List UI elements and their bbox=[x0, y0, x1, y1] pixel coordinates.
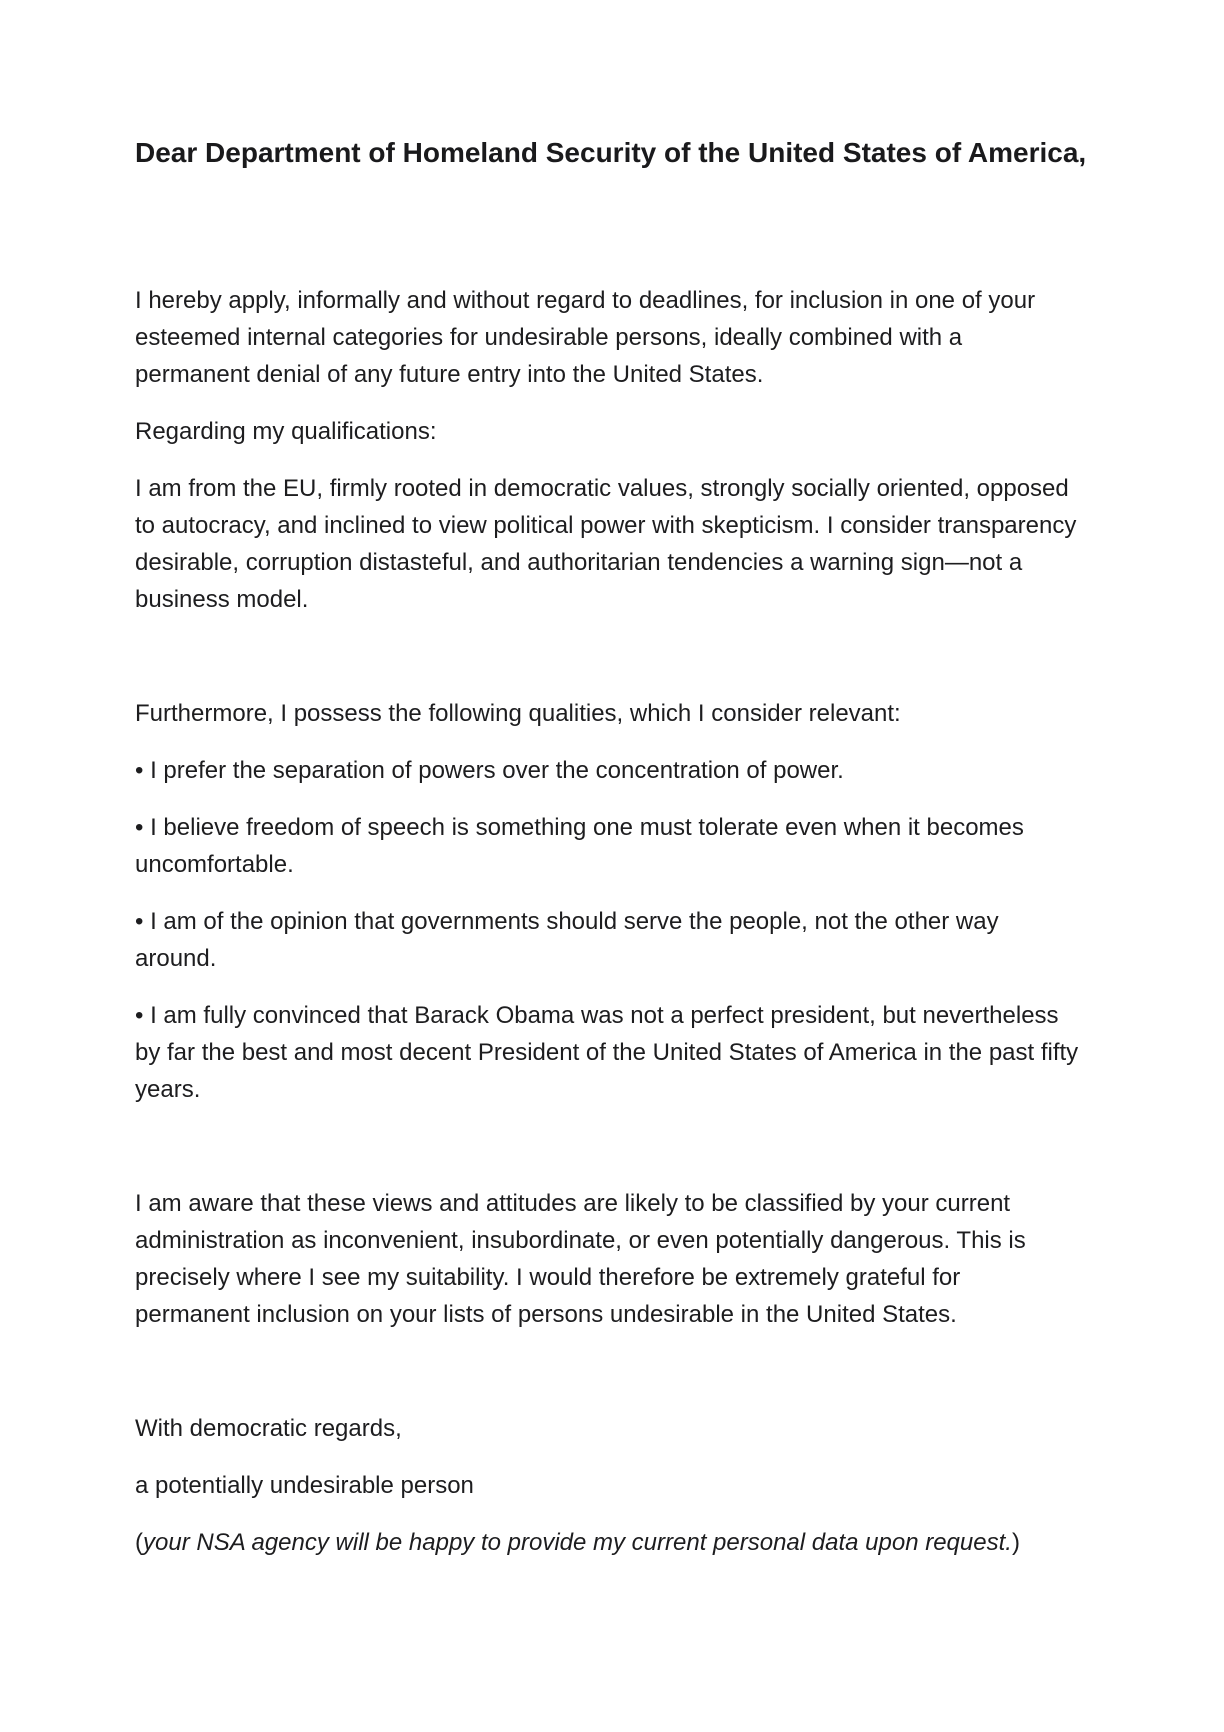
bullet-item bbox=[135, 809, 1080, 883]
bullet-marker: • bbox=[135, 757, 144, 784]
paragraph-text: Furthermore, I possess the following qualities, which I consider relevant: bbox=[135, 700, 901, 727]
paragraph-text: I am from the EU, firmly rooted in democratic values, strongly socially oriented, opposed to autocracy, and inclined to view political power with skepticism. I consider transparency desirable, corruption distasteful, and authoritarian tendencies a warning sign—not a business model. bbox=[135, 475, 1077, 613]
letter bbox=[135, 136, 1087, 1581]
bullet-item bbox=[135, 903, 1080, 977]
close-paren: ) bbox=[1011, 1529, 1020, 1556]
bullet-marker: • bbox=[135, 1002, 144, 1029]
blank-line bbox=[135, 1128, 1080, 1185]
letter-body bbox=[135, 282, 1080, 1561]
paragraph-text: Regarding my qualifications: bbox=[135, 418, 437, 445]
blank-line bbox=[135, 638, 1080, 695]
paragraph bbox=[135, 1467, 1080, 1504]
paragraph bbox=[135, 1185, 1080, 1333]
open-paren: ( bbox=[135, 1529, 143, 1556]
paragraph-text: a potentially undesirable person bbox=[135, 1472, 474, 1499]
paragraph-text: I am aware that these views and attitudes are likely to be classified by your current administration as inconvenient, insubordinate, or even potentially dangerous. This is precisely where I see my suitability. I would therefore be extremely grateful for permanent inclusion on your lists of persons undesirable in the United States. bbox=[135, 1190, 1026, 1328]
bullet-text: I believe freedom of speech is something one must tolerate even when it becomes uncomfortable. bbox=[135, 814, 1024, 878]
paragraph bbox=[135, 695, 1080, 732]
bullet-marker: • bbox=[135, 908, 144, 935]
bullet-text: I am fully convinced that Barack Obama was not a perfect president, but nevertheless by far the best and most decent President of the United States of America in the past fifty years. bbox=[135, 1002, 1079, 1103]
blank-line bbox=[135, 1353, 1080, 1410]
bullet-text: I prefer the separation of powers over the concentration of power. bbox=[150, 757, 844, 784]
bullet-text: I am of the opinion that governments should serve the people, not the other way around. bbox=[135, 908, 999, 972]
bullet-item bbox=[135, 752, 1080, 789]
paragraph bbox=[135, 413, 1080, 450]
letter-salutation: Dear Department of Homeland Security of the United States of America, bbox=[135, 137, 1087, 168]
paragraph-text: With democratic regards, bbox=[135, 1415, 402, 1442]
postscript-italic-text: your NSA agency will be happy to provide my current personal data upon request. bbox=[143, 1529, 1012, 1556]
paragraph bbox=[135, 1410, 1080, 1447]
paragraph-text: I hereby apply, informally and without regard to deadlines, for inclusion in one of your esteemed internal categories for undesirable persons, ideally combined with a permanent denial of any future entry into the United States. bbox=[135, 287, 1036, 388]
postscript-line bbox=[135, 1524, 1080, 1561]
bullet-item bbox=[135, 997, 1080, 1108]
paragraph bbox=[135, 282, 1080, 393]
paragraph bbox=[135, 470, 1080, 618]
bullet-marker: • bbox=[135, 814, 144, 841]
